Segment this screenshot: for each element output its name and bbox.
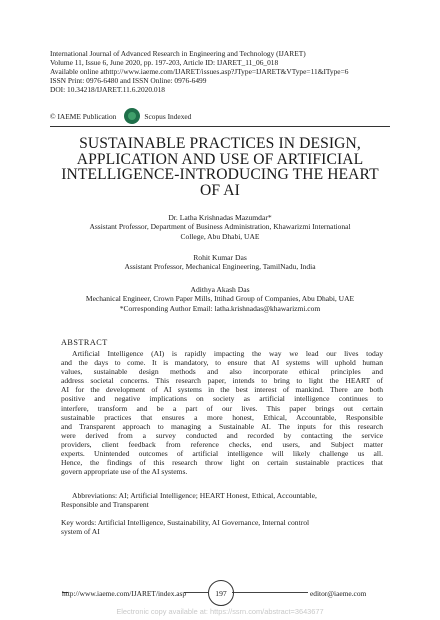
publication-row — [50, 108, 191, 124]
author-1 — [50, 213, 390, 241]
author-affiliation: Assistant Professor, Mechanical Engineering, TamilNadu, India — [124, 262, 316, 272]
journal-line: ISSN Print: 0976-6480 and ISSN Online: 0976-6499 — [50, 75, 207, 85]
author-2 — [50, 253, 390, 272]
author-affiliation: Assistant Professor, Department of Business Administration, Khawarizmi International — [89, 222, 351, 232]
scopus-logo-icon — [124, 108, 140, 124]
journal-line: Available online athttp://www.iaeme.com/IJARET/issues.asp?JType=IJARET&VType=11&IType=6 — [50, 66, 349, 76]
keywords-line: system of AI — [61, 527, 100, 537]
abstract-line: values, sustainable design methods and also incorporate ethical principles and — [61, 367, 383, 377]
abbreviations — [61, 491, 383, 509]
ssrn-watermark: Electronic copy available at: https://ssrn.com/abstract=3643677 — [116, 607, 324, 616]
title-line: APPLICATION AND USE OF ARTIFICIAL — [76, 150, 364, 168]
abstract-line: interfere, transform and be a part of our lives. This paper brings out certain — [61, 403, 383, 413]
abstract-line: Hence, the findings of this research throw light on certain sustainable practices that — [61, 458, 383, 468]
journal-line: DOI: 10.34218/IJARET.11.6.2020.018 — [50, 84, 165, 94]
header-divider — [50, 126, 390, 127]
abstract-line: govern appropriate use of the AI systems. — [61, 467, 188, 477]
title-line: INTELLIGENCE-INTRODUCING THE HEART — [61, 166, 379, 184]
corresponding-email: *Corresponding Author Email: latha.krishnadas@khawarizmi.com — [119, 303, 321, 313]
paper-title — [50, 136, 390, 198]
author-3 — [50, 285, 390, 313]
publication-text: © IAEME Publication — [50, 111, 117, 121]
footer-divider — [184, 592, 208, 593]
footer-divider — [232, 592, 308, 593]
abstract-line: AI for the development of AI systems in the best interest of mankind. There are both — [61, 385, 383, 395]
author-affiliation: Mechanical Engineer, Crown Paper Mills, Ittihad Group of Companies, Abu Dhabi, UAE — [85, 294, 355, 304]
abstract-line: address societal concerns. This research paper, intends to bring to light the HEART of — [61, 376, 383, 386]
abstract-line: and the days to come. It is mandatory, to ensure that AI systems will uphold human — [61, 358, 383, 368]
title-line: OF AI — [200, 181, 240, 199]
page-number: 197 — [208, 580, 234, 606]
keywords — [61, 518, 383, 536]
author-name: Dr. Latha Krishnadas Mazumdar* — [168, 213, 272, 222]
indexed-text: Scopus Indexed — [144, 111, 192, 121]
abbreviations-line: Abbreviations: AI; Artificial Intelligence; HEART Honest, Ethical, Accountable, — [72, 491, 317, 500]
title-line: SUSTAINABLE PRACTICES IN DESIGN, — [79, 135, 361, 152]
abstract-line: experts. Unintended outcomes of artificial intelligence will likely challenge us all. — [61, 449, 383, 459]
abstract-line: positive and negative implications on society as artificial intelligence continues to — [61, 394, 383, 404]
journal-line: International Journal of Advanced Research in Engineering and Technology (IJARET) — [50, 49, 306, 58]
author-name: Adithya Akash Das — [190, 285, 250, 294]
abstract-line: sustainable practices that ensures a more honest, Ethical, Accountable, Responsible — [61, 412, 383, 422]
author-name: Rohit Kumar Das — [193, 253, 247, 262]
abstract-line: Artificial Intelligence (AI) is rapidly impacting the way we lead our lives today — [72, 349, 383, 358]
journal-header — [50, 50, 410, 95]
footer-journal-link[interactable]: http://www.iaeme.com/IJARET/index.asp — [62, 589, 187, 598]
abstract-body — [61, 349, 383, 476]
author-affiliation: College, Abu Dhabi, UAE — [180, 231, 260, 241]
abstract-line: and Transparent approach to managing a Sustainable AI. The inputs for this research — [61, 421, 383, 431]
abbreviations-line: Responsible and Transparent — [61, 500, 149, 510]
abstract-line: providers, client feedback from reference checks, end users, and Subject matter — [61, 439, 383, 449]
abstract-line: were derived from a survey conducted and recorded by contacting the service — [61, 430, 383, 440]
journal-line: Volume 11, Issue 6, June 2020, pp. 197-203, Article ID: IJARET_11_06_018 — [50, 57, 279, 67]
footer-email[interactable]: editor@iaeme.com — [310, 589, 367, 598]
keywords-line: Key words: Artificial Intelligence, Sustainability, AI Governance, Internal control — [61, 518, 310, 527]
abstract-heading: ABSTRACT — [61, 338, 108, 347]
